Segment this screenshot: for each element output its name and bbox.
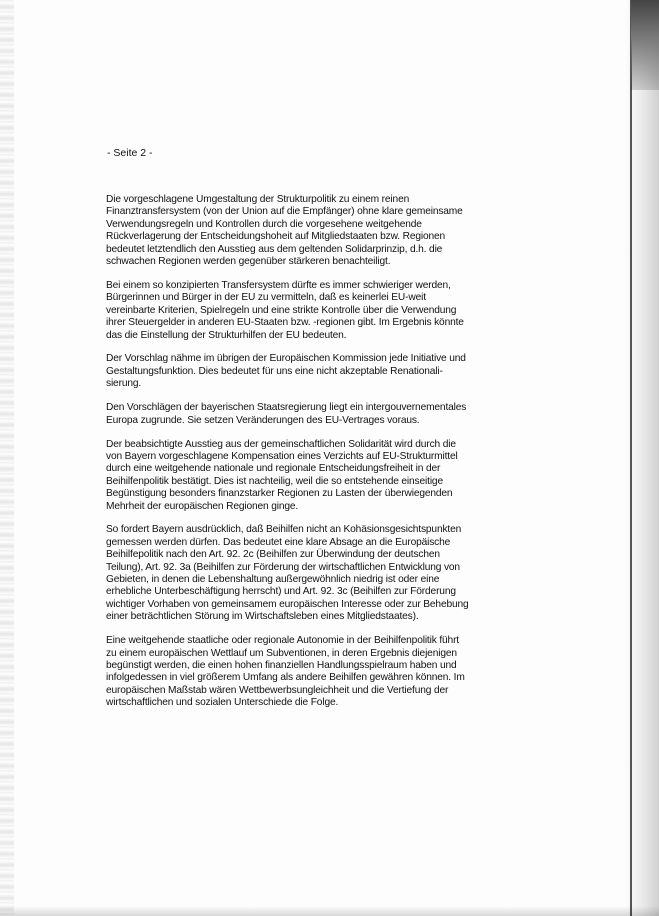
text-line: wichtiger Vorhaben von gemeinsamem europäischen Interesse oder zur Behebung (106, 598, 469, 610)
text-line: Eine weitgehende staatliche oder regionale Autonomie in der Beihilfenpolitik führt (106, 635, 459, 647)
text-line: Mehrheit der europäischen Regionen ginge. (106, 500, 299, 512)
paragraph (106, 439, 526, 513)
text-line: Beihilfepolitik nach den Art. 92. 2c (Beihilfen zur Überwindung der deutschen (106, 549, 440, 561)
text-line: vereinbarte Kriterien, Spielregeln und eine strikte Kontrolle über die Verwendung (106, 304, 457, 316)
paragraph (106, 524, 526, 623)
text-line: Rückverlagerung der Entscheidungshoheit auf Mitgliedstaaten bzw. Regionen (106, 231, 446, 243)
paragraph (106, 194, 526, 268)
text-line: von Bayern vorgeschlagene Kompensation eines Verzichts auf EU-Strukturmittel (106, 450, 458, 462)
text-line: europäischen Maßstab wären Wettbewerbsungleichheit und die Vertiefung der (106, 684, 449, 696)
text-line: durch eine weitgehende nationale und regionale Entscheidungsfreiheit in der (106, 463, 441, 475)
document-body (106, 194, 526, 721)
scan-edge-left (0, 0, 14, 916)
text-line: Bürgerinnen und Bürger in der EU zu vermitteln, daß es keinerlei EU-weit (106, 292, 426, 304)
text-line: zu einem europäischen Wettlauf um Subventionen, in deren Ergebnis diejenigen (106, 647, 457, 659)
text-line: Beihilfenpolitik bestätigt. Dies ist nachteilig, weil die so entstehende einseitige (106, 475, 443, 487)
text-line: So fordert Bayern ausdrücklich, daß Beihilfen nicht an Kohäsionsgesichtspunkten (106, 524, 462, 536)
text-line: Finanztransfersystem (von der Union auf die Empfänger) ohne klare gemeinsame (106, 206, 463, 218)
text-line: ihrer Steuergelder in anderen EU-Staaten bzw. -regionen gibt. Im Ergebnis könnte (106, 317, 464, 329)
paragraph (106, 353, 526, 390)
paragraph (106, 635, 526, 709)
text-line: sierung. (106, 378, 142, 390)
text-line: erhebliche Unterbeschäftigung herrscht) und Art. 92. 3c (Beihilfen zur Förderung (106, 586, 456, 598)
paragraph (106, 402, 526, 427)
text-line: Teilung), Art. 92. 3a (Beihilfen zur Förderung der wirtschaftlichen Entwicklung von (106, 561, 460, 573)
text-line: gemessen werden dürfen. Das bedeutet eine klare Absage an die Europäische (106, 536, 451, 548)
scan-corner-shadow (631, 0, 659, 90)
text-line: Gebieten, in denen die Lebenshaltung außergewöhnlich niedrig ist oder eine (106, 574, 440, 586)
text-line: Die vorgeschlagene Umgestaltung der Strukturpolitik zu einem reinen (106, 194, 410, 205)
page-number-header: - Seite 2 - (107, 147, 153, 159)
text-line: Begünstigung besonders finanzstarker Regionen zu Lasten der überwiegenden (106, 488, 453, 500)
scan-border-line (630, 0, 632, 916)
paragraph (106, 280, 526, 342)
text-line: schwachen Regionen werden gegenüber stärkeren benachteiligt. (106, 256, 391, 268)
text-line: einer beträchtlichen Störung im Wirtschaftsleben eines Mitgliedstaates). (106, 611, 419, 623)
text-line: Europa zugrunde. Sie setzen Veränderungen des EU-Vertrages voraus. (106, 414, 420, 426)
text-line: das die Einstellung der Strukturhilfen der EU bedeuten. (106, 329, 347, 341)
text-line: Den Vorschlägen der bayerischen Staatsregierung liegt ein intergouvernementales (106, 402, 467, 414)
text-line: Gestaltungsfunktion. Dies bedeutet für uns eine nicht akzeptable Renationali- (106, 365, 443, 377)
text-line: Der beabsichtigte Ausstieg aus der gemeinschaftlichen Solidarität wird durch die (106, 438, 456, 450)
text-line: infolgedessen in viel größerem Umfang als andere Beihilfen gewähren können. Im (106, 672, 465, 684)
text-line: wirtschaftlichen und sozialen Unterschiede die Folge. (106, 697, 339, 709)
text-line: bedeutet letztendlich den Ausstieg aus dem geltenden Solidarprinzip, d.h. die (106, 243, 443, 255)
text-line: Der Vorschlag nähme im übrigen der Europäischen Kommission jede Initiative und (106, 353, 466, 365)
text-line: Bei einem so konzipierten Transfersystem dürfte es immer schwieriger werden, (106, 279, 451, 291)
text-line: Verwendungsregeln und Kontrollen durch die vorgesehene weitgehende (106, 218, 422, 230)
text-line: begünstigt werden, die einen hohen finanziellen Handlungsspielraum haben und (106, 660, 457, 671)
scan-edge-bottom (0, 906, 659, 916)
